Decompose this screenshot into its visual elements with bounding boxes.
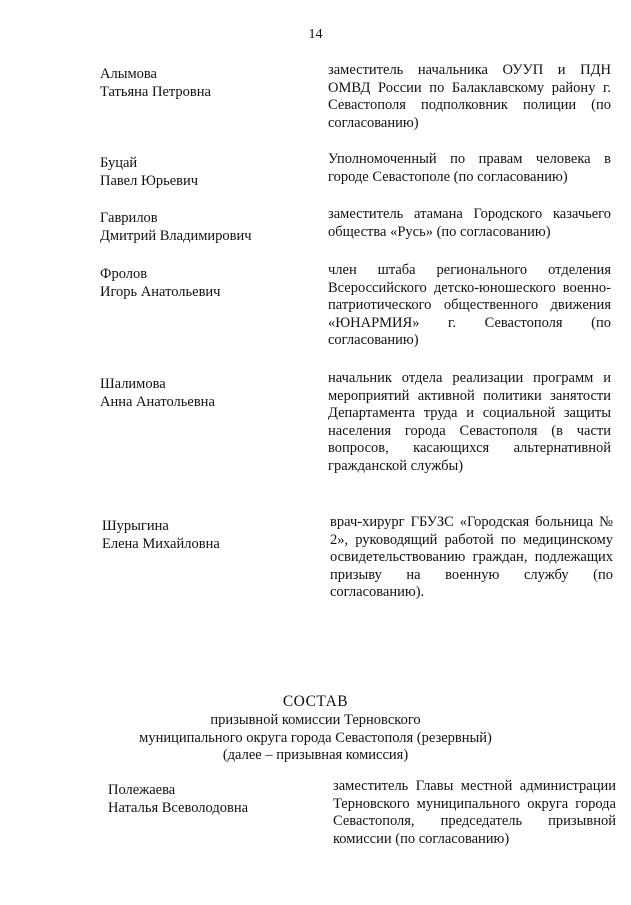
section-subtitle-line-1: призывной комиссии Терновского xyxy=(210,712,421,728)
member-name: Буцай Павел Юрьевич xyxy=(100,155,199,189)
member-name: Фролов Игорь Анатольевич xyxy=(100,266,221,300)
member-name: Шалимова Анна Анатольевна xyxy=(100,376,215,410)
member-role: заместитель Главы местной администрации Терновского муниципального округа города Севастополя, председатель призывной комиссии (по согласованию) xyxy=(333,778,616,847)
member-role: заместитель начальника ОУУП и ПДН ОМВД России по Балаклавскому району г. Севастополя подполковник полиции (по согласованию) xyxy=(328,62,611,131)
page-number: 14 xyxy=(308,27,323,42)
member-name: Гаврилов Дмитрий Владимирович xyxy=(100,210,252,244)
member-role: врач-хирург ГБУЗС «Городская больница № 2», руководящий работой по медицинскому освидетельствованию граждан, подлежащих призыву на военную службу (по согласованию). xyxy=(330,514,613,600)
member-name: Шурыгина Елена Михайловна xyxy=(102,518,220,552)
section-subtitle-line-2: муниципального округа города Севастополя (резервный) xyxy=(139,729,492,746)
member-name: Алымова Татьяна Петровна xyxy=(100,66,211,100)
member-role: заместитель атамана Городского казачьего общества «Русь» (по согласованию) xyxy=(328,206,611,240)
member-role: Уполномоченный по правам человека в городе Севастополе (по согласованию) xyxy=(328,151,611,185)
member-name: Полежаева Наталья Всеволодовна xyxy=(108,782,249,816)
member-role: начальник отдела реализации программ и мероприятий активной политики занятости Департамента труда и социальной защиты населения города Севастополя (в части вопросов, касающихся альтернативной гражданской службы) xyxy=(328,370,611,474)
section-heading xyxy=(0,692,631,765)
member-role: член штаба регионального отделения Всероссийского детско-юношеского военно-патриотического общественного движения «ЮНАРМИЯ» г. Севастополя (по согласованию) xyxy=(328,262,611,348)
section-title: СОСТАВ xyxy=(282,693,349,710)
section-subtitle-line-3: (далее – призывная комиссия) xyxy=(222,747,409,763)
